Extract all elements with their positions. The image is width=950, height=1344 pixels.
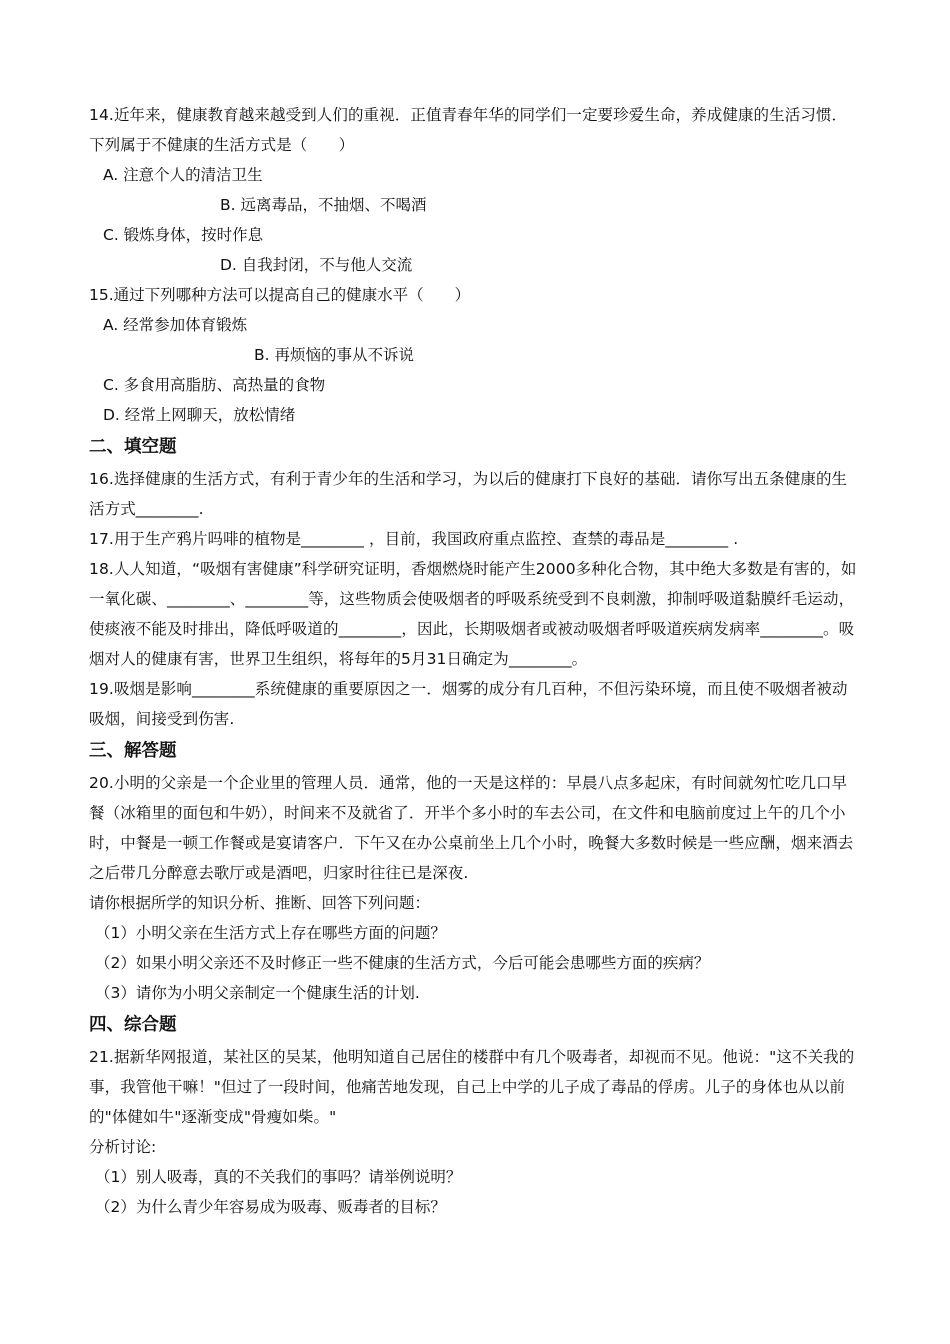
question-18: 18.人人知道，“吸烟有害健康”科学研究证明，香烟燃烧时能产生2000多种化合物，其中绝大多数是有害的，如一氧化碳、________、________等，这些物质会使吸烟者的呼吸系统受到不良刺激，抑制呼吸道黏膜纤毛运动，使痰液不能及时排出，降低呼吸道的________，因此，长期吸烟者或被动吸烟者呼吸道疾病发病率________。吸烟对人的健康有害，世界卫生组织，将每年的5月31日确定为________。 (89, 560, 857, 668)
question-21-stem: 21.据新华网报道，某社区的吴某，他明知道自己居住的楼群中有几个吸毒者，却视而不见。他说："这不关我的事，我管他干嘛！"但过了一段时间，他痛苦地发现，自己上中学的儿子成了毒品的俘虏。儿子的身体也从以前的"体健如牛"逐渐变成"骨瘦如柴。" (89, 1048, 855, 1126)
question-15-option-b: B. 再烦恼的事从不诉说 (254, 346, 414, 364)
question-14-option-d: D. 自我封闭，不与他人交流 (220, 256, 413, 274)
question-15-option-a: A. 经常参加体育锻炼 (103, 316, 248, 334)
question-14-option-b: B. 远离毒品，不抽烟、不喝酒 (220, 196, 427, 214)
question-14-option-c: C. 锻炼身体，按时作息 (103, 226, 264, 244)
question-20-sub-3: （3）请你为小明父亲制定一个健康生活的计划. (95, 984, 420, 1002)
section-heading-comprehensive: 四、综合题 (89, 1015, 177, 1035)
question-20-prompt: 请你根据所学的知识分析、推断、回答下列问题： (89, 894, 431, 912)
question-15-option-d: D. 经常上网聊天，放松情绪 (103, 406, 296, 424)
question-15-stem: 15.通过下列哪种方法可以提高自己的健康水平（ ） (89, 286, 471, 304)
section-heading-answer: 三、解答题 (89, 741, 177, 761)
worksheet-page (89, 100, 859, 1222)
question-20-stem: 20.小明的父亲是一个企业里的管理人员．通常，他的一天是这样的：早晨八点多起床，有时间就匆忙吃几口早餐（冰箱里的面包和牛奶），时间来不及就省了．开半个多小时的车去公司，在文件和电脑前度过上午的几个小时，中餐是一顿工作餐或是宴请客户．下午又在办公桌前坐上几个小时，晚餐大多数时候是一些应酬，烟来酒去之后带几分醉意去歌厅或是酒吧，归家时往往已是深夜. (89, 774, 854, 882)
question-16: 16.选择健康的生活方式，有利于青少年的生活和学习，为以后的健康打下良好的基础．请你写出五条健康的生活方式________. (89, 470, 848, 518)
section-heading-fill-in: 二、填空题 (89, 437, 177, 457)
question-15-option-c: C. 多食用高脂肪、高热量的食物 (103, 376, 326, 394)
question-20-sub-2: （2）如果小明父亲还不及时修正一些不健康的生活方式，今后可能会患哪些方面的疾病？ (95, 954, 710, 972)
question-21-sub-1: （1）别人吸毒，真的不关我们的事吗？请举例说明？ (95, 1168, 462, 1186)
question-21-prompt: 分析讨论: (89, 1138, 157, 1156)
question-20-sub-1: （1）小明父亲在生活方式上存在哪些方面的问题？ (95, 924, 446, 942)
question-19: 19.吸烟是影响________系统健康的重要原因之一．烟雾的成分有几百种，不但污染环境，而且使不吸烟者被动吸烟，间接受到伤害. (89, 680, 848, 728)
question-14-option-a: A. 注意个人的清洁卫生 (103, 166, 263, 184)
question-21-sub-2: （2）为什么青少年容易成为吸毒、贩毒者的目标？ (95, 1198, 446, 1216)
question-14-stem: 14.近年来，健康教育越来越受到人们的重视．正值青春年华的同学们一定要珍爱生命，养成健康的生活习惯．下列属于不健康的生活方式是（ ） (89, 106, 848, 154)
question-17: 17.用于生产鸦片吗啡的植物是________ ，目前，我国政府重点监控、查禁的毒品是________ . (89, 530, 739, 548)
